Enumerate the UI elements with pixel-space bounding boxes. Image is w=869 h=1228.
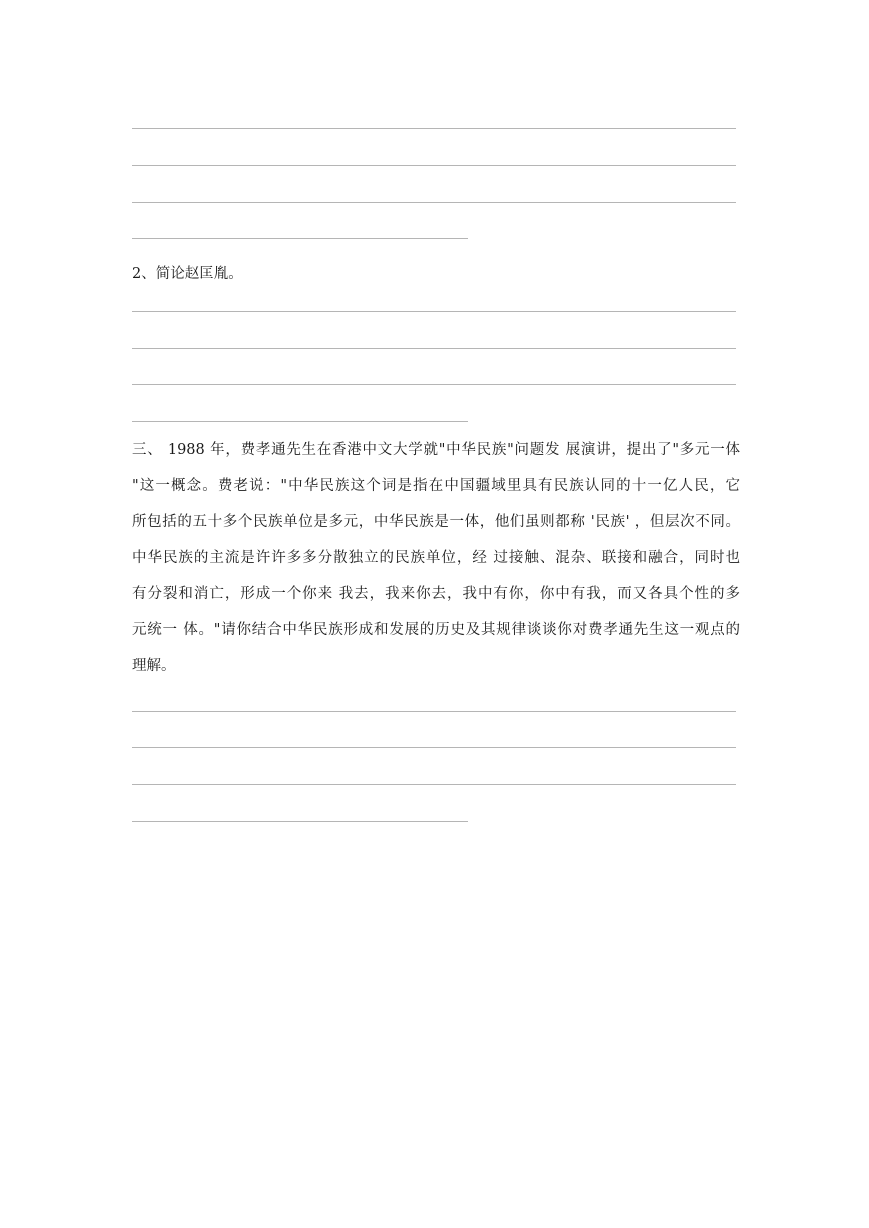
answer-line bbox=[132, 202, 736, 203]
question-3-paragraph bbox=[132, 432, 740, 684]
answer-line bbox=[132, 311, 736, 312]
question-3-line: 有分裂和消亡，形成一个你来 我去，我来你去，我中有你，你中有我，而又各具个性的多 bbox=[132, 586, 740, 602]
question-3-line: 理解。 bbox=[132, 658, 176, 674]
answer-line bbox=[132, 784, 736, 785]
question-3-line: 所包括的五十多个民族单位是多元，中华民族是一体，他们虽则都称 '民族' ，但层次不同。 bbox=[132, 514, 740, 530]
answer-line bbox=[132, 348, 736, 349]
question-3-line: 三、 1988 年，费孝通先生在香港中文大学就"中华民族"问题发 展演讲，提出了"多元一体 bbox=[132, 442, 740, 458]
answer-line bbox=[132, 238, 468, 239]
question-2-label: 2、简论赵匡胤。 bbox=[132, 266, 243, 282]
answer-line bbox=[132, 128, 736, 129]
answer-line bbox=[132, 747, 736, 748]
question-3-line: 元统一 体。"请你结合中华民族形成和发展的历史及其规律谈谈你对费孝通先生这一观点的 bbox=[132, 622, 740, 638]
question-3-line: 中华民族的主流是许许多多分散独立的民族单位，经 过接触、混杂、联接和融合，同时也 bbox=[132, 550, 740, 566]
answer-line bbox=[132, 821, 468, 822]
answer-line bbox=[132, 384, 736, 385]
answer-line bbox=[132, 711, 736, 712]
answer-line bbox=[132, 421, 468, 422]
answer-line bbox=[132, 165, 736, 166]
question-3-line: "这一概念。费老说："中华民族这个词是指在中国疆域里具有民族认同的十一亿人民，它 bbox=[132, 478, 740, 494]
